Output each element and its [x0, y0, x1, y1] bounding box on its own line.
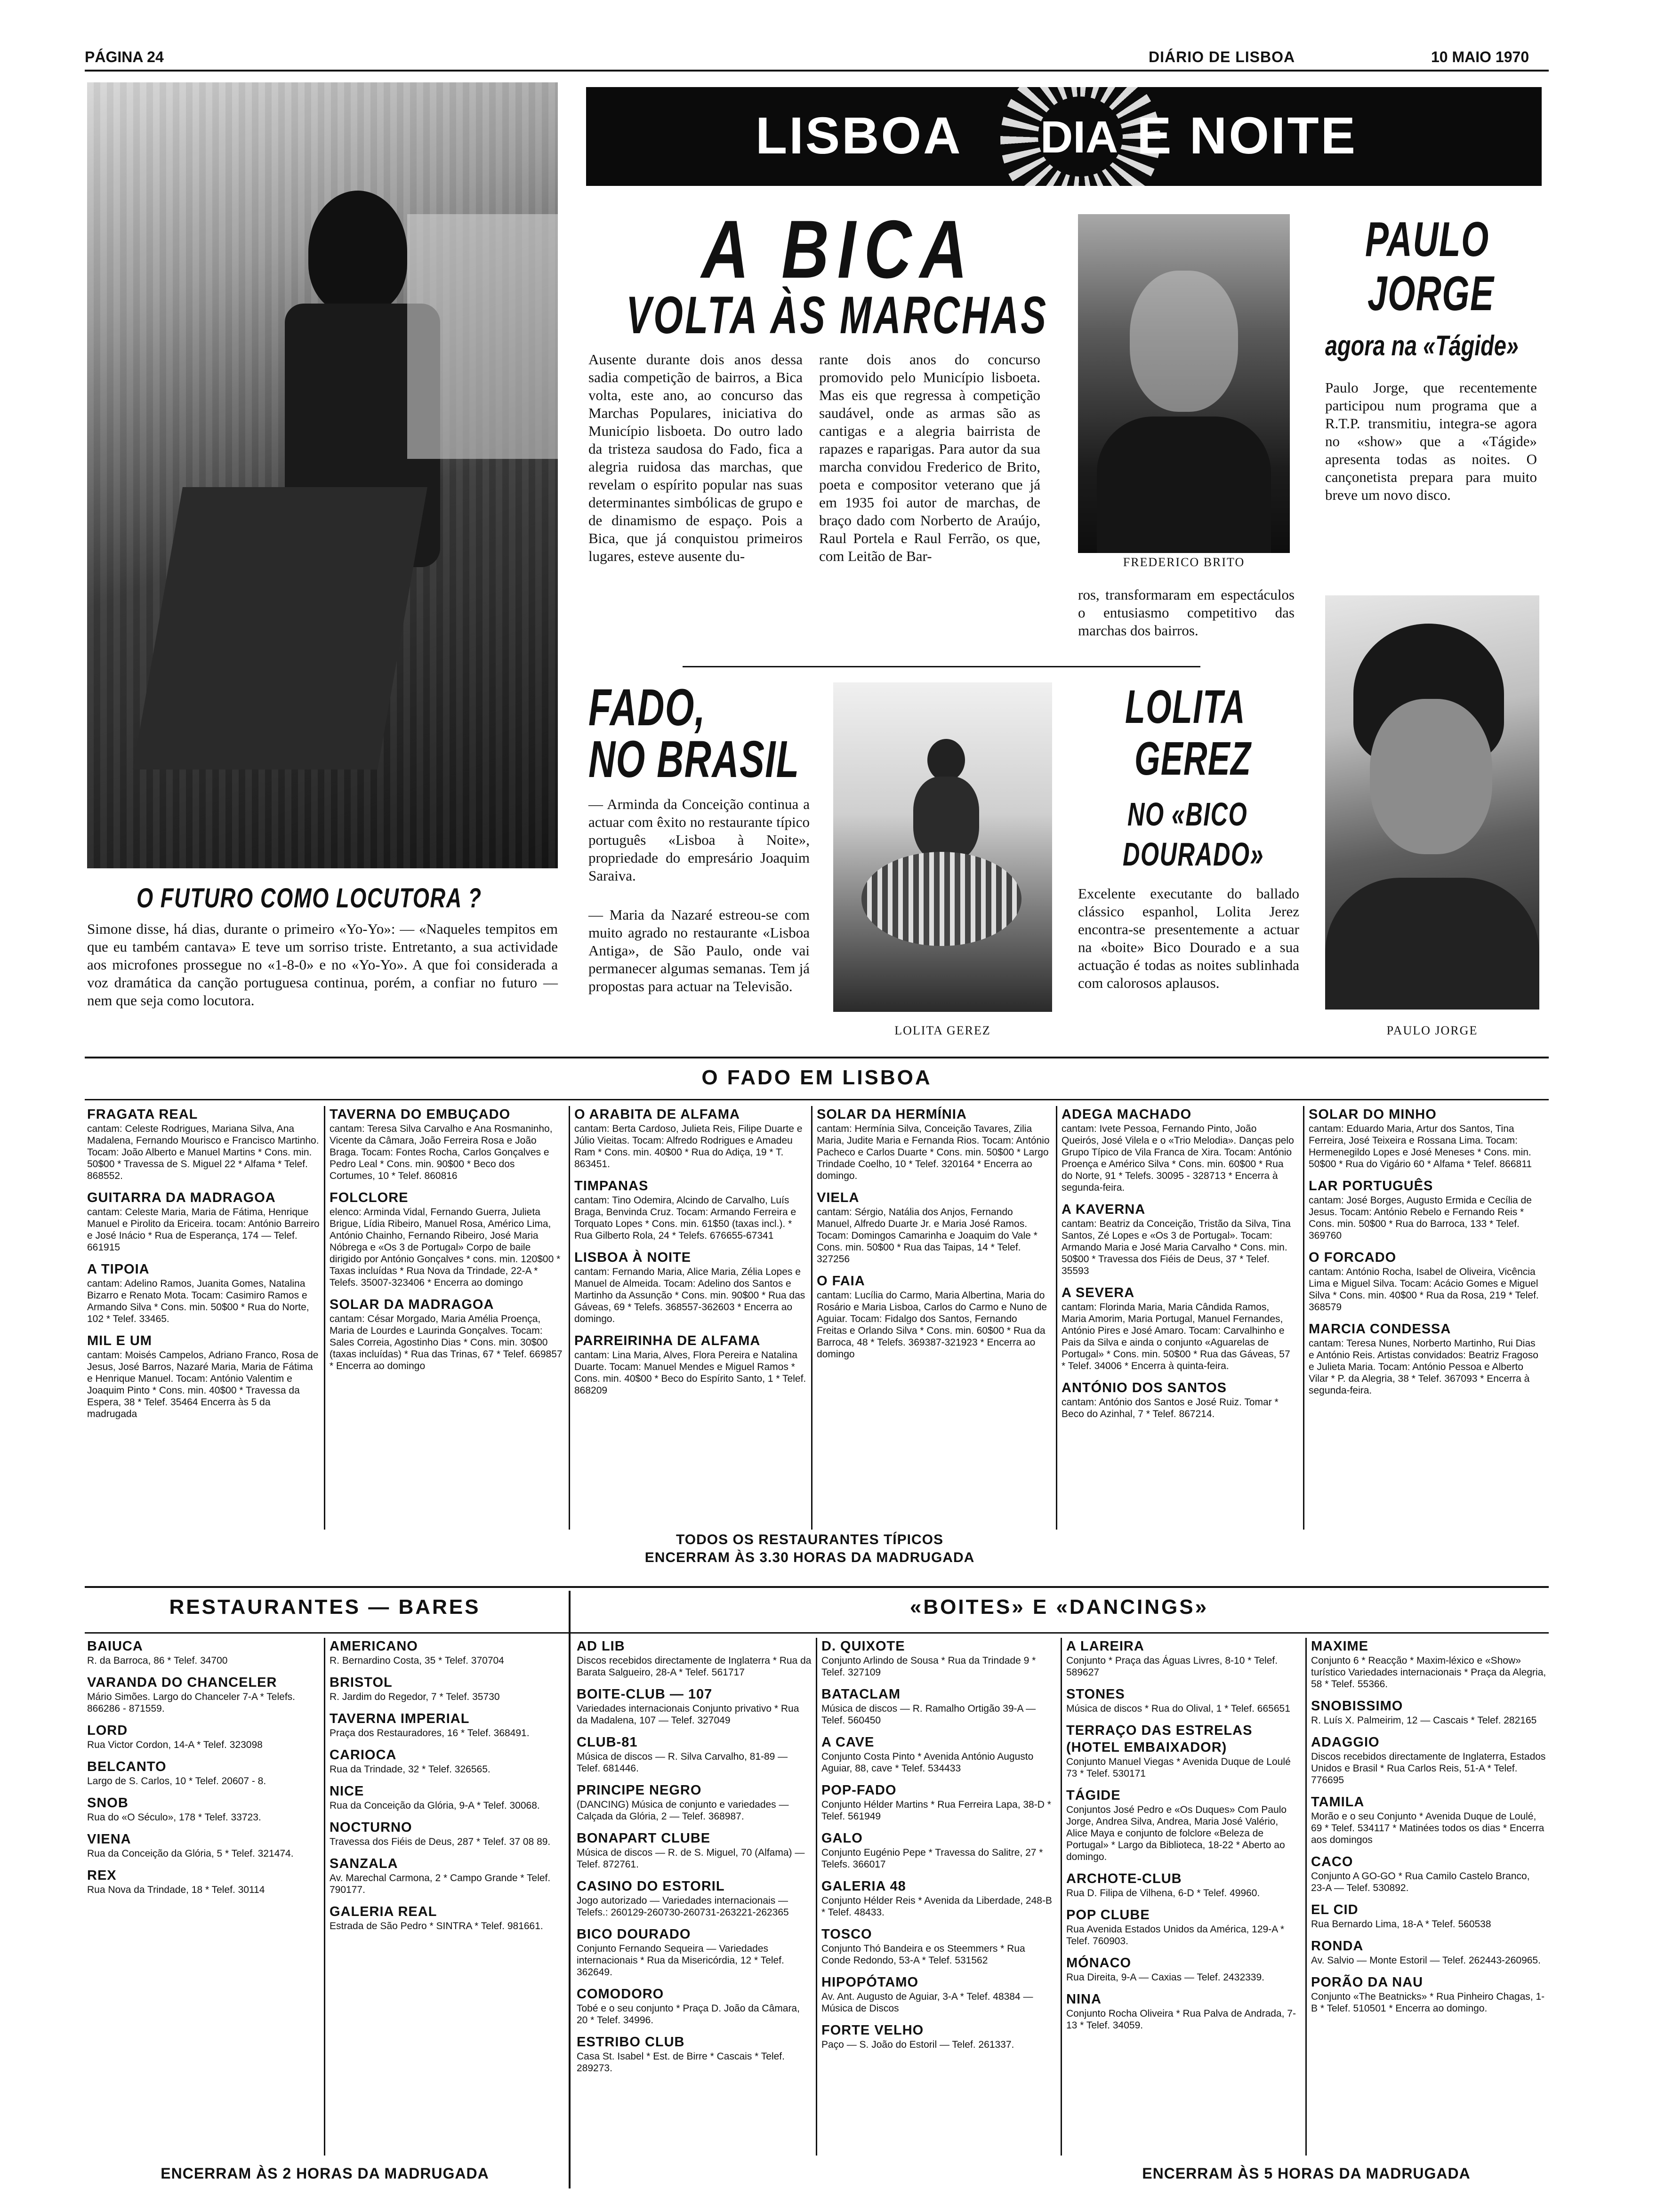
fado-listing-name: ADEGA MACHADO — [1062, 1107, 1192, 1122]
boite-listing-name: A CAVE — [821, 1735, 875, 1750]
restaurant-listing-name: GALERIA REAL — [330, 1904, 437, 1919]
boite-listing — [577, 1830, 812, 1870]
bica-headline: A BICA — [701, 204, 976, 296]
boite-listing-details: Conjunto Fernando Sequeira — Variedades internacionais * Rua da Misericórdia, 12 * Telef. 362649. — [577, 1943, 784, 1978]
restaurant-listing-details: Travessa dos Fiéis de Deus, 287 * Telef. 37 08 89. — [330, 1836, 551, 1847]
boite-listing — [1066, 1907, 1302, 1947]
boite-listing-name: POP-FADO — [821, 1783, 897, 1798]
boite-listing — [577, 1878, 812, 1918]
fado-listing-details: cantam: Berta Cardoso, Julieta Reis, Filipe Duarte e Júlio Vieitas. Tocam: Alfredo Rodrigues e Amadeu Ram * Cons. min. 40$00 * Rua do Adiça, 19 * T. 863451. — [574, 1123, 803, 1170]
fado-listing-details: cantam: Celeste Rodrigues, Mariana Silva, Ana Madalena, Fernando Mourisco e Francisco Martinho. Tocam: João Alberto e Manuel Martins * Cons. min. 50$00 * Travessa de S. Miguel 22 * Alfama * Telef. 868552. — [87, 1123, 319, 1181]
fado-lisboa-top-rule — [85, 1057, 1549, 1058]
fado-listing — [1309, 1106, 1542, 1170]
boite-listing — [821, 2022, 1057, 2051]
boite-listing — [821, 1878, 1057, 1918]
boite-listing-details: Rua Bernardo Lima, 18-A * Telef. 560538 — [1311, 1919, 1491, 1930]
fado-listing — [1062, 1379, 1295, 1420]
futuro-article-text: Simone disse, há dias, durante o primeiro «Yo-Yo»: — «Naqueles tempitos em que eu também cantava» E teve um sorriso triste. Entretanto, a sua actividade aos microfones prossegue no «1-8-0» e no «Yo-Yo». A que foi considerada a voz dramática da canção portuguesa continua, porém, a confiar no futuro — nem que seja como locutora. — [87, 921, 558, 1009]
restaurant-listing-details: R. Jardim do Regedor, 7 * Telef. 35730 — [330, 1691, 500, 1702]
fado-listing-name: A KAVERNA — [1062, 1202, 1146, 1217]
restaurant-listing-details: Rua da Conceição da Glória, 5 * Telef. 321474. — [87, 1848, 294, 1859]
fado-listing-details: cantam: Ivete Pessoa, Fernando Pinto, João Queirós, José Vilela e o «Trio Melodia». Danças pelo Grupo Típico de Vila Franca de Xira. Tocam: António Proença e Américo Silva * Cons. min. 60$00 * Rua do Norte, 91 * Telefs. 30095 - 328713 * Encerra à segunda-feira. — [1062, 1123, 1294, 1193]
boite-listing — [821, 1638, 1057, 1678]
restaurant-listing-name: CARIOCA — [330, 1747, 397, 1763]
restaurant-listing — [87, 1867, 320, 1896]
fado-brasil-para-1: — Arminda da Conceição continua a actuar com êxito no restaurante típico português «Lisboa à Noite», propriedade do empresário Joaquim Saraiva. — [588, 796, 810, 884]
restaurant-column — [87, 1638, 320, 1903]
restaurant-listing — [330, 1747, 563, 1775]
boite-listing — [821, 1734, 1057, 1774]
fado-column-divider — [569, 1106, 570, 1530]
boite-listing — [821, 1686, 1057, 1726]
restaurant-listing — [330, 1710, 563, 1739]
fado-listing-name: FRAGATA REAL — [87, 1107, 198, 1122]
fado-column — [1062, 1106, 1295, 1427]
restaurant-listing-name: BRISTOL — [330, 1675, 393, 1690]
lolita-gerez-photo — [833, 682, 1052, 1012]
boites-heading: «BOITES» E «DANCINGS» — [909, 1595, 1209, 1619]
boite-listing-name: STONES — [1066, 1687, 1125, 1702]
boite-listing-name: BATACLAM — [821, 1687, 901, 1702]
fado-listing-details: cantam: Teresa Nunes, Norberto Martinho, Rui Dias e António Reis. Artistas convidados: Beatriz Fragoso e Julieta Maria. Tocam: António Pessoa e Alberto Vilar * P. da Alegria, 38 * Telef. 367093 * Encerra à segunda-feira. — [1309, 1338, 1538, 1396]
fado-closing-2: ENCERRAM ÀS 3.30 HORAS DA MADRUGADA — [644, 1550, 975, 1565]
banner-dia: DIA — [1040, 112, 1118, 162]
fado-listing — [87, 1261, 320, 1325]
fado-lisboa-heading-rule — [85, 1099, 1549, 1100]
lolita-gerez-caption: LOLITA GEREZ — [894, 1024, 991, 1037]
restaurant-listing — [330, 1674, 563, 1703]
fado-column-divider — [811, 1106, 812, 1530]
boite-listing — [577, 1782, 812, 1822]
fado-listing-name: LAR PORTUGUÊS — [1309, 1178, 1433, 1194]
boite-listing-details: Conjunto «The Beatnicks» * Rua Pinheiro Chagas, 1-B * Telef. 510501 * Encerra ao domingo. — [1311, 1991, 1545, 2014]
fado-listing-details: cantam: Adelino Ramos, Juanita Gomes, Natalina Bizarro e Renato Mota. Tocam: Casimiro Ramos e Armando Silva * Cons. min. 50$00 * Rua do Norte, 102 * Telef. 33465. — [87, 1278, 309, 1324]
fado-listing-name: FOLCLORE — [330, 1190, 409, 1205]
boite-listing-name: TERRAÇO DAS ESTRELAS (HOTEL EMBAIXADOR) — [1066, 1723, 1253, 1755]
fado-listing — [574, 1332, 807, 1396]
fado-listing-name: O ARABITA DE ALFAMA — [574, 1107, 740, 1122]
bica-text-col3: ros, transformaram em espectáculos o entusiasmo competitivo das marchas dos bairros. — [1078, 586, 1295, 639]
boite-listing — [577, 1638, 812, 1678]
lolita-text: Excelente executante do ballado clássico espanhol, Lolita Jerez encontra-se presentemente a actuar na «boite» Bico Dourado e a sua actuação é todas as noites sublinhada com calorosos aplausos. — [1078, 885, 1299, 991]
bica-bottom-rule — [683, 666, 1200, 667]
paulo-jorge-title-2: JORGE — [1367, 266, 1495, 321]
boite-listing-details: Música de discos — R. de S. Miguel, 70 (Alfama) — Telef. 872761. — [577, 1847, 805, 1870]
restaurant-listing — [87, 1831, 320, 1859]
fado-listing-details: elenco: Arminda Vidal, Fernando Guerra, Julieta Brigue, Lídia Ribeiro, Manuel Rosa, Américo Lima, António Chainho, Fernando Ribeiro, José Maria Nóbrega e «Os 3 de Portugal» Corpo de baile dirigido por António Gonçalves * cons. min. 120$00 * Taxas incluídas * Rua Nova da Trindade, 22-A * Telefs. 35007-323406 * Encerra ao domingo — [330, 1207, 561, 1288]
fado-lisboa-heading: O FADO EM LISBOA — [701, 1066, 932, 1089]
boite-listing-details: Música de discos — R. Silva Carvalho, 81-89 — Telef. 681446. — [577, 1751, 788, 1774]
boite-listing-name: FORTE VELHO — [821, 2023, 924, 2038]
paulo-jorge-text: Paulo Jorge, que recentemente participou num programa que a R.T.P. transmitiu, integra-se agora no «show» que a «Tágide» apresenta todas as noites. O cançonetista prepara para muito breve um novo disco. — [1325, 379, 1537, 503]
restaurant-listing-name: TAVERNA IMPERIAL — [330, 1711, 470, 1726]
fado-listing-details: cantam: Lina Maria, Alves, Flora Pereira e Natalina Duarte. Tocam: Manuel Mendes e Miguel Ramos * Cons. min. 40$00 * Beco do Espírito Santo, 1 * Telef. 868209 — [574, 1350, 806, 1396]
boite-listing — [577, 1986, 812, 2026]
boite-listing-details: Conjunto Rocha Oliveira * Rua Palva de Andrada, 7-13 * Telef. 34059. — [1066, 2008, 1296, 2031]
boite-listing-name: TAMILA — [1311, 1795, 1365, 1810]
boite-listing-name: HIPOPÓTAMO — [821, 1975, 919, 1990]
fado-listing-details: cantam: Fernando Maria, Alice Maria, Zélia Lopes e Manuel de Almeida. Tocam: Adelino dos Santos e Martinho da Assunção * Cons. min. 90$00 * Rua das Gáveas, 69 * Telefs. 368557-362603 * Encerra ao domingo. — [574, 1266, 805, 1324]
boite-listing — [577, 1686, 812, 1726]
boite-listing-details: Tobé e o seu conjunto * Praça D. João da Câmara, 20 * Telef. 34996. — [577, 2003, 800, 2026]
fado-listing-name: MARCIA CONDESSA — [1309, 1322, 1451, 1337]
fado-listing — [574, 1106, 807, 1170]
boite-listing-details: Av. Salvio — Monte Estoril — Telef. 262443-260965. — [1311, 1955, 1541, 1966]
restaurantes-heading: RESTAURANTES — BARES — [169, 1595, 481, 1619]
restaurant-listing-details: Rua Nova da Trindade, 18 * Telef. 30114 — [87, 1884, 265, 1895]
boite-listing-name: CACO — [1311, 1854, 1353, 1869]
restaurant-listing-details: Rua Victor Cordon, 14-A * Telef. 323098 — [87, 1739, 263, 1750]
restaurant-listing — [87, 1638, 320, 1667]
boite-listing-name: D. QUIXOTE — [821, 1639, 905, 1654]
boite-listing-details: Morão e o seu Conjunto * Avenida Duque de Loulé, 69 * Telef. 534117 * Matinées todos os dias * Encerra aos domingos — [1311, 1811, 1544, 1845]
restaurant-listing-details: Rua do «O Século», 178 * Telef. 33723. — [87, 1812, 261, 1823]
fado-listing — [817, 1273, 1050, 1360]
bica-text-col1: Ausente durante dois anos dessa sadia competição de bairros, a Bica volta, este ano, ao concurso das Marchas Populares, iniciativa do Município lisboeta. Do outro lado da tristeza saudosa do Fado, fica a alegria ruidosa das marchas, que revelam o espírito popular nas suas determinantes simbólicas de grupo e de dinamismo de espaço. Pois a Bica, que já conquistou primeiros lugares, esteve ausente du- — [588, 351, 803, 564]
boite-listing-name: PORÃO DA NAU — [1311, 1975, 1424, 1990]
boite-column — [577, 1638, 812, 2082]
boite-column — [821, 1638, 1057, 2058]
boite-listing-name: BONAPART CLUBE — [577, 1831, 711, 1846]
boite-listing-name: MÓNACO — [1066, 1956, 1132, 1971]
fado-column-divider — [324, 1106, 325, 1530]
boite-listing-details: Discos recebidos directamente de Inglaterra * Rua da Barata Salgueiro, 28-A * Telef. 561717 — [577, 1655, 812, 1678]
boite-listing — [1066, 1991, 1302, 2031]
fado-listing-details: cantam: Sérgio, Natália dos Anjos, Fernando Manuel, Alfredo Duarte Jr. e Maria José Ramos. Tocam: Domingos Camarinha e Joaquim do Vale * Cons. min. 50$00 * Rua das Taipas, 14 * Telef. 327256 — [817, 1207, 1038, 1265]
boite-column — [1311, 1638, 1546, 2022]
fado-listing — [817, 1106, 1050, 1182]
fado-listing — [574, 1178, 807, 1242]
boite-listing-details: Conjuntos José Pedro e «Os Duques» Com Paulo Jorge, Andrea Silva, Andrea, Maria José Valério, Alice Maya e conjunto de folclore «Beleza de Portugal» * Largo da Biblioteca, 18-22 * Aberto ao domingo. — [1066, 1804, 1287, 1862]
futuro-headline: O FUTURO COMO LOCUTORA ? — [137, 883, 482, 914]
boite-listing-name: ARCHOTE-CLUB — [1066, 1871, 1182, 1886]
boite-listing-details: Conjunto * Praça das Águas Livres, 8-10 * Telef. 589627 — [1066, 1655, 1278, 1678]
paulo-jorge-subtitle: agora na «Tágide» — [1325, 330, 1519, 361]
boite-listing — [1311, 1794, 1546, 1846]
fado-listing-name: MIL E UM — [87, 1333, 152, 1348]
fado-listing-details: cantam: César Morgado, Maria Amélia Proença, Maria de Lourdes e Laurinda Gonçalves. Tocam: Sales Correia, Agostinho Dias * Cons. min. 30$00 (taxas incluídas) * Rua das Trinas, 67 * Telef. 669857 * Encerra ao domingo — [330, 1314, 563, 1371]
restaurant-listing — [330, 1819, 563, 1848]
fado-listing-details: cantam: Teresa Silva Carvalho e Ana Rosmaninho, Vicente da Câmara, João Ferreira Rosa e João Braga. Tocam: Fontes Rocha, Carlos Gonçalves e Pedro Leal * Cons. min. 90$00 * Beco dos Cortumes, 10 * Telef. 860816 — [330, 1123, 553, 1181]
fado-column — [330, 1106, 563, 1379]
boite-listing-name: EL CID — [1311, 1902, 1359, 1917]
boite-listing-name: GALERIA 48 — [821, 1879, 906, 1894]
boite-listing — [1066, 1638, 1302, 1678]
fado-listing — [330, 1296, 563, 1372]
fado-listing — [1309, 1321, 1542, 1396]
fado-listing-name: TAVERNA DO EMBUÇADO — [330, 1107, 511, 1122]
boite-listing-details: Conjunto Hélder Martins * Rua Ferreira Lapa, 38-D * Telef. 561949 — [821, 1799, 1051, 1822]
bottom-sections-top-rule — [85, 1586, 1549, 1588]
restaurant-listing — [87, 1674, 320, 1715]
lolita-title-1: LOLITA — [1125, 681, 1246, 733]
boite-listing-name: PRINCIPE NEGRO — [577, 1783, 702, 1798]
fado-closing-1: TODOS OS RESTAURANTES TÍPICOS — [676, 1532, 943, 1547]
fado-listing-details: cantam: António dos Santos e José Ruiz. Tomar * Beco do Azinhal, 7 * Telef. 867214. — [1062, 1397, 1279, 1419]
fado-listing-details: cantam: Moisés Campelos, Adriano Franco, Rosa de Jesus, José Barros, Nazaré Maria, Maria de Fátima e Henrique Manuel. Tocam: António Valentim e Joaquim Pinto * Cons. min. 40$00 * Travessa da Espera, 38 * Telef. 35464 Encerra às 5 da madrugada — [87, 1350, 319, 1419]
boite-listing — [821, 1830, 1057, 1870]
restaurant-listing — [87, 1795, 320, 1823]
fado-listing — [574, 1249, 807, 1325]
frederico-brito-photo — [1078, 214, 1290, 553]
fado-listing — [1062, 1201, 1295, 1277]
restaurant-listing-name: SANZALA — [330, 1856, 398, 1871]
bica-subheadline: VOLTA ÀS MARCHAS — [626, 286, 1048, 345]
fado-listing-details: cantam: Celeste Maria, Maria de Fátima, Henrique Manuel e Pirolito da Ericeira. tocam: António Barreiro e José Inácio * Rua de Esperança, 174 — Telef. 661915 — [87, 1207, 320, 1253]
fado-listing-details: cantam: António Rocha, Isabel de Oliveira, Vicência Lima e Miguel Silva. Tocam: Acácio Gomes e Miguel Silva * Cons. min. 40$00 * Rua da Rosa, 219 * Telef. 368579 — [1309, 1266, 1539, 1313]
boite-listing-details: (DANCING) Música de conjunto e variedades — Calçada da Glória, 2 — Telef. 368987. — [577, 1799, 789, 1822]
simone-photo — [87, 82, 558, 868]
boite-listing-name: MAXIME — [1311, 1639, 1368, 1654]
restaurant-listing-details: Estrada de São Pedro * SINTRA * Telef. 981661. — [330, 1921, 543, 1931]
banner-e-noite: E NOITE — [1137, 107, 1358, 165]
fado-listing-name: LISBOA À NOITE — [574, 1250, 692, 1265]
boite-listing-details: Rua Direita, 9-A — Caxias — Telef. 2432339. — [1066, 1972, 1264, 1983]
bica-text-col2: rante dois anos do concurso promovido pelo Município lisboeta. Mas eis que regressa à competição saudável, onde as armas são as cantigas e a alegria bairrista de rapazes e raparigas. Para autor da sua marcha convidou Frederico de Brito, poeta e compositor veterano que já em 1935 foi autor de marchas, de braço dado com Norberto de Araújo, Raul Portela e Raul Ferrão, os que, com Leitão de Bar- — [819, 351, 1040, 564]
fado-listing — [330, 1189, 563, 1289]
fado-listing-name: SOLAR DA HERMÍNIA — [817, 1107, 967, 1122]
fado-listing — [87, 1332, 320, 1420]
boite-listing-name: CLUB-81 — [577, 1735, 638, 1750]
boite-listing-details: Conjunto Costa Pinto * Avenida António Augusto Aguiar, 88, cave * Telef. 534433 — [821, 1751, 1034, 1774]
boite-listing-details: Conjunto Manuel Viegas * Avenida Duque de Loulé 73 * Telef. 530171 — [1066, 1756, 1291, 1779]
page-number: PÁGINA 24 — [85, 48, 164, 65]
fado-listing-name: ANTÓNIO DOS SANTOS — [1062, 1380, 1227, 1395]
fado-listing-details: cantam: Florinda Maria, Maria Cândida Ramos, Maria Amorim, Maria Portugal, Manuel Fernandes, António Pires e José Amaro. Tocam: Carvalhinho e Pais da Silva e ainda o conjunto «Aguarelas de Portugal» * Cons. min. 50$00 * Rua das Gáveas, 57 * Telef. 34006 * Encerra à quinta-feira. — [1062, 1302, 1290, 1371]
boite-column — [1066, 1638, 1302, 2039]
boite-listing-details: Jogo autorizado — Variedades internacionais — Telefs.: 260129-260730-260731-263221-262365 — [577, 1895, 789, 1918]
restaurant-listing-details: Rua da Conceição da Glória, 9-A * Telef. 30068. — [330, 1800, 540, 1811]
boite-listing — [821, 1926, 1057, 1966]
fado-listing — [87, 1189, 320, 1253]
page-header — [85, 45, 1549, 68]
fado-column — [1309, 1106, 1542, 1404]
fado-listing-details: cantam: Eduardo Maria, Artur dos Santos, Tina Ferreira, José Teixeira e Rossana Lima. Tocam: Hermenegildo Lopes e José Meneses * Cons. min. 50$00 * Rua do Vigário 60 * Alfama * Telef. 866811 — [1309, 1123, 1532, 1170]
restaurant-listing-details: Largo de S. Carlos, 10 * Telef. 20607 - 8. — [87, 1776, 266, 1787]
boite-listing-details: Conjunto A GO-GO * Rua Camilo Castelo Branco, 23-A — Telef. 530892. — [1311, 1871, 1530, 1893]
fado-listing — [1062, 1106, 1295, 1194]
paulo-jorge-photo — [1325, 595, 1539, 1010]
fado-listing-name: SOLAR DO MINHO — [1309, 1107, 1437, 1122]
lolita-title-3: NO «BICO — [1127, 796, 1248, 833]
boite-listing — [821, 1974, 1057, 2014]
fado-column — [817, 1106, 1050, 1368]
boite-listing-details: Conjunto 6 * Reacção * Maxim-léxico e «Show» turístico Variedades internacionais * Praça da Alegria, 58 * Telef. 55366. — [1311, 1655, 1546, 1690]
boite-listing-name: SNOBISSIMO — [1311, 1699, 1403, 1714]
fado-brasil-title-2: NO BRASIL — [588, 730, 800, 788]
restaurant-listing-name: AMERICANO — [330, 1639, 418, 1654]
fado-listing-details: cantam: Beatriz da Conceição, Tristão da Silva, Tina Santos, Zé Lopes e «Os 3 de Portugal». Tocam: Armando Maria e José Maria Carvalho * Cons. min. 50$00 * Travessa dos Fiéis de Deus, 37 * Telef. 35593 — [1062, 1218, 1291, 1276]
restaurant-listing — [330, 1638, 563, 1667]
restaurant-listing-name: NICE — [330, 1784, 364, 1799]
issue-date: 10 MAIO 1970 — [1431, 48, 1529, 65]
fado-brasil-title-1: FADO, — [588, 679, 706, 737]
fado-column — [87, 1106, 320, 1427]
boite-listing — [1066, 1870, 1302, 1899]
restaurant-listing — [330, 1903, 563, 1932]
restaurant-column — [330, 1638, 563, 1940]
boites-closing: ENCERRAM ÀS 5 HORAS DA MADRUGADA — [1142, 2165, 1471, 2182]
boite-listing-details: Paço — S. João do Estoril — Telef. 261337. — [821, 2039, 1014, 2050]
restaurant-listing-details: Av. Marechal Carmona, 2 * Campo Grande * Telef. 790177. — [330, 1873, 551, 1895]
fado-brasil-para-2: — Maria da Nazaré estreou-se com muito agrado no restaurante «Lisboa Antiga», de São Paulo, onde vai permanecer algumas semanas. Tem já propostas para actuar na Televisão. — [588, 906, 810, 994]
fado-listing — [87, 1106, 320, 1182]
bottom-sections-heading-rule — [85, 1632, 1549, 1634]
fado-listing-name: SOLAR DA MADRAGOA — [330, 1297, 494, 1312]
lolita-title-4: DOURADO» — [1123, 836, 1264, 873]
header-rule — [85, 70, 1549, 72]
boite-listing-details: Conjunto Eugénio Pepe * Travessa do Salitre, 27 * Telefs. 366017 — [821, 1847, 1043, 1870]
restaurant-listing-name: VARANDA DO CHANCELER — [87, 1675, 277, 1690]
paulo-jorge-title-1: PAULO — [1365, 212, 1489, 267]
lisboa-dia-e-noite-banner — [586, 87, 1542, 186]
fado-listing-name: O FORCADO — [1309, 1250, 1397, 1265]
boite-listing-details: Música de discos * Rua do Olival, 1 * Telef. 665651 — [1066, 1703, 1290, 1714]
boite-listing-details: Música de discos — R. Ramalho Ortigão 39-A — Telef. 560450 — [821, 1703, 1036, 1726]
fado-listing — [330, 1106, 563, 1182]
restaurant-listing-name: LORD — [87, 1723, 128, 1738]
boite-listing-details: Rua D. Filipa de Vilhena, 6-D * Telef. 49960. — [1066, 1888, 1260, 1899]
boite-listing-details: Conjunto Hélder Reis * Avenida da Liberdade, 248-B * Telef. 48433. — [821, 1895, 1052, 1918]
banner-lisboa: LISBOA — [756, 107, 963, 165]
fado-listing-name: GUITARRA DA MADRAGOA — [87, 1190, 276, 1205]
section-divider — [569, 1591, 571, 2188]
boite-listing — [821, 1782, 1057, 1822]
lolita-title-2: GEREZ — [1134, 732, 1252, 785]
boite-listing-name: GALO — [821, 1831, 863, 1846]
boite-listing-details: R. Luís X. Palmeirim, 12 — Cascais * Telef. 282165 — [1311, 1715, 1537, 1726]
fado-listing-details: cantam: Hermínia Silva, Conceição Tavares, Zilia Maria, Judite Maria e Fernanda Rios. Tocam: António Pacheco e Carlos Duarte * Cons. min. 50$00 * Largo Trindade Coelho, 10 * Telef. 320164 * Encerra ao domingo. — [817, 1123, 1050, 1181]
boite-listing-name: TÁGIDE — [1066, 1788, 1121, 1803]
boite-listing-name: TOSCO — [821, 1927, 872, 1942]
restaurant-listing-details: Rua da Trindade, 32 * Telef. 326565. — [330, 1764, 491, 1775]
boite-listing — [1066, 1722, 1302, 1779]
boite-listing — [1311, 1698, 1546, 1726]
fado-listing — [1309, 1249, 1542, 1313]
fado-listing-details: cantam: José Borges, Augusto Ermida e Cecília de Jesus. Tocam: António Rebelo e Fernando Reis * Cons. min. 50$00 * Rua do Barroca, 133 * Telef. 369760 — [1309, 1195, 1532, 1241]
boite-listing — [1066, 1955, 1302, 1983]
restaurant-listing — [87, 1758, 320, 1787]
fado-listing — [1062, 1284, 1295, 1372]
boite-listing-name: NINA — [1066, 1992, 1102, 2007]
boite-listing-details: Casa St. Isabel * Est. de Birre * Cascais * Telef. 289273. — [577, 2051, 785, 2074]
fado-listing-name: TIMPANAS — [574, 1178, 649, 1194]
boite-listing — [1311, 1938, 1546, 1966]
restaurant-listing — [330, 1855, 563, 1896]
restaurant-listing — [87, 1722, 320, 1751]
boite-listing-name: A LAREIRA — [1066, 1639, 1144, 1654]
boite-column-divider — [1305, 1638, 1307, 2156]
boite-listing — [1311, 1734, 1546, 1786]
boite-column-divider — [1061, 1638, 1062, 2156]
restaurant-listing-name: SNOB — [87, 1795, 129, 1811]
restaurant-listing-name: BELCANTO — [87, 1759, 167, 1774]
boite-listing-name: BOITE-CLUB — 107 — [577, 1687, 713, 1702]
fado-listing — [1309, 1178, 1542, 1242]
restaurant-listing-name: NOCTURNO — [330, 1820, 412, 1835]
fado-listing-name: A TIPOIA — [87, 1262, 150, 1277]
boite-listing-name: ADAGGIO — [1311, 1735, 1380, 1750]
boite-listing — [1066, 1787, 1302, 1863]
boite-listing-details: Variedades internacionais Conjunto privativo * Rua da Madalena, 107 — Telef. 327049 — [577, 1703, 799, 1726]
boite-listing — [577, 1734, 812, 1774]
fado-column-divider — [1303, 1106, 1304, 1530]
boite-listing-name: COMODORO — [577, 1987, 664, 2002]
boite-listing-details: Conjunto Thó Bandeira e os Steemmers * Rua Conde Redondo, 53-A * Telef. 531562 — [821, 1943, 1025, 1966]
boite-listing-details: Conjunto Arlindo de Sousa * Rua da Trindade 9 * Telef. 327109 — [821, 1655, 1036, 1678]
fado-listing — [817, 1189, 1050, 1265]
frederico-brito-caption: FREDERICO BRITO — [1123, 555, 1245, 569]
fado-listing-details: cantam: Tino Odemira, Alcindo de Carvalho, Luís Braga, Benvinda Cruz. Tocam: Armando Ferreira e Torquato Lopes * Cons. min. 61$50 (taxas incl.). * Rua Gilberto Rola, 24 * Telefs. 676655-67341 — [574, 1195, 796, 1241]
boite-listing-name: ESTRIBO CLUB — [577, 2035, 685, 2050]
fado-column-divider — [1056, 1106, 1057, 1530]
boite-listing-name: CASINO DO ESTORIL — [577, 1879, 725, 1894]
restaurant-listing — [330, 1783, 563, 1811]
restaurant-column-divider — [324, 1638, 325, 2156]
boite-listing — [1311, 1638, 1546, 1690]
boite-listing-details: Discos recebidos directamente de Inglaterra, Estados Unidos e Brasil * Rua Carlos Reis, 51-A * Telef. 776695 — [1311, 1751, 1546, 1786]
boite-listing — [1066, 1686, 1302, 1715]
boite-listing — [577, 2034, 812, 2074]
restaurant-listing-name: REX — [87, 1868, 117, 1883]
boite-listing-name: RONDA — [1311, 1939, 1364, 1954]
boite-listing-name: POP CLUBE — [1066, 1907, 1150, 1923]
restaurant-listing-details: Praça dos Restauradores, 16 * Telef. 368491. — [330, 1728, 530, 1739]
restaurant-listing-name: VIENA — [87, 1832, 131, 1847]
fado-listing-name: VIELA — [817, 1190, 860, 1205]
restaurant-listing-name: BAIUCA — [87, 1639, 143, 1654]
boite-listing — [1311, 1853, 1546, 1894]
boite-listing-name: BICO DOURADO — [577, 1927, 691, 1942]
fado-column — [574, 1106, 807, 1404]
fado-listing-name: PARREIRINHA DE ALFAMA — [574, 1333, 761, 1348]
boite-column-divider — [816, 1638, 817, 2156]
restaurant-listing-details: Mário Simões. Largo do Chanceler 7-A * Telefs. 866286 - 871559. — [87, 1691, 296, 1714]
boite-listing — [1311, 1901, 1546, 1930]
restaurant-listing-details: R. da Barroca, 86 * Telef. 34700 — [87, 1655, 228, 1666]
fado-listing-name: A SEVERA — [1062, 1285, 1135, 1300]
boite-listing-details: Rua Avenida Estados Unidos da América, 129-A * Telef. 760903. — [1066, 1924, 1285, 1947]
boite-listing-name: AD LIB — [577, 1639, 625, 1654]
restaurantes-closing: ENCERRAM ÀS 2 HORAS DA MADRUGADA — [161, 2165, 489, 2182]
restaurant-listing-details: R. Bernardino Costa, 35 * Telef. 370704 — [330, 1655, 504, 1666]
fado-listing-details: cantam: Lucília do Carmo, Maria Albertina, Maria do Rosário e Maria Lisboa, Carlos do Carmo e Nuno de Aguiar. Tocam: Fidalgo dos Santos, Fernando Freitas e Orlando Silva * Cons. min. 60$00 * Rua da Barroca, 48 * Telefs. 369387-321923 * Encerra ao domingo — [817, 1290, 1047, 1360]
boite-listing-details: Av. Ant. Augusto de Aguiar, 3-A * Telef. 48384 — Música de Discos — [821, 1991, 1033, 2014]
fado-listing-name: O FAIA — [817, 1274, 865, 1289]
newspaper-name: DIÁRIO DE LISBOA — [1149, 48, 1295, 65]
paulo-jorge-caption: PAULO JORGE — [1386, 1024, 1478, 1037]
boite-listing — [577, 1926, 812, 1978]
boite-listing — [1311, 1974, 1546, 2014]
